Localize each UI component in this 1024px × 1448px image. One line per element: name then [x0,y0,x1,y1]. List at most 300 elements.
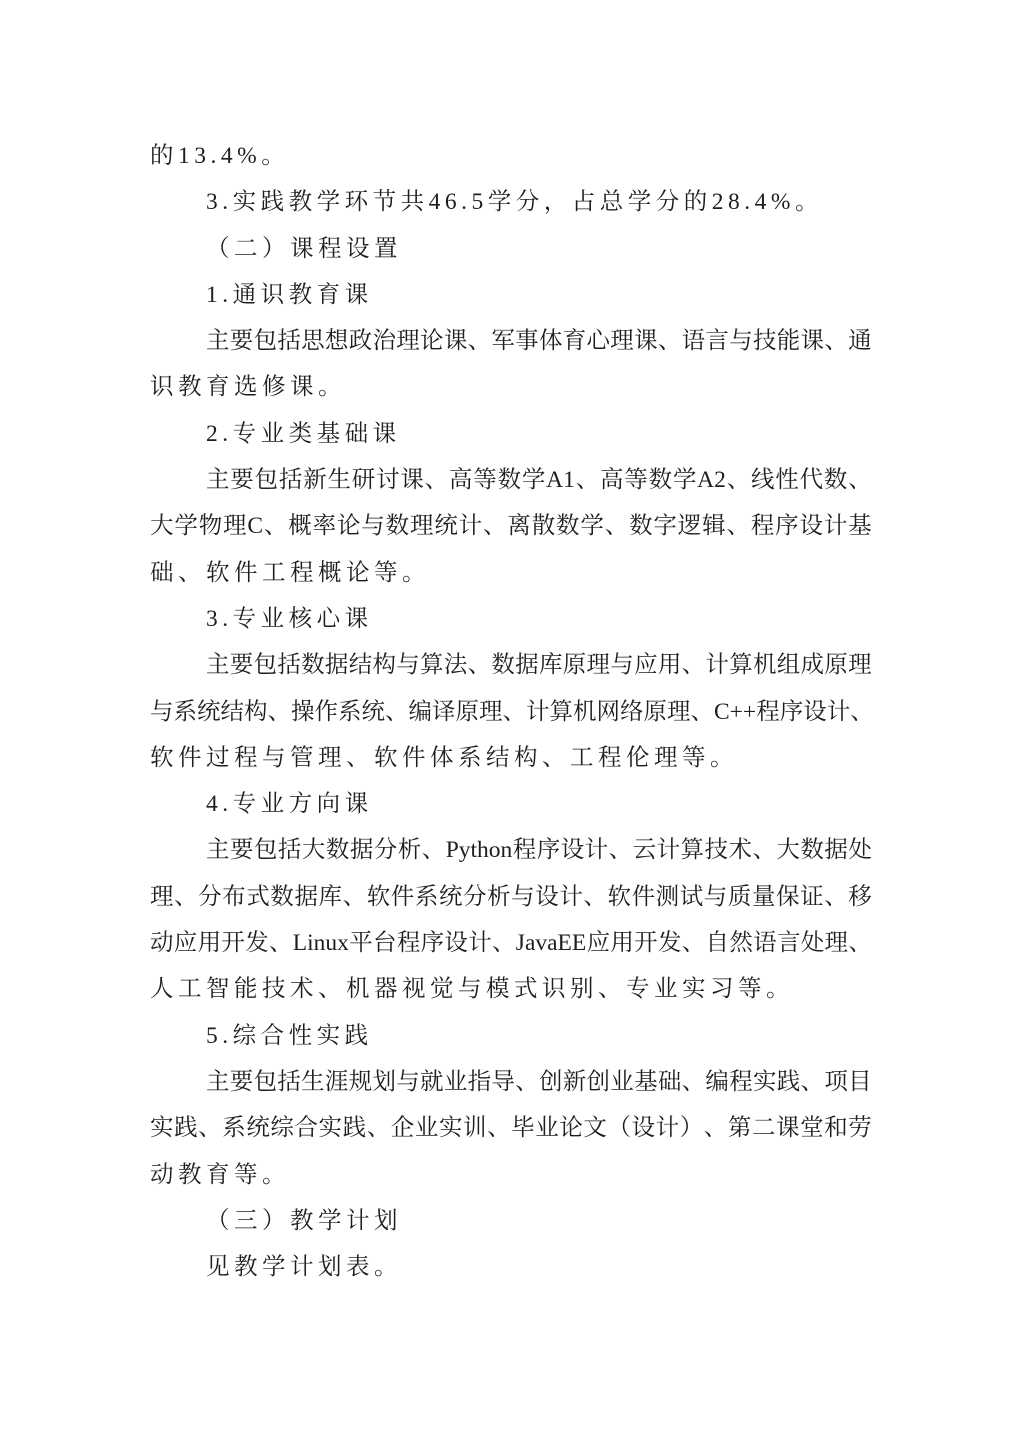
text-token: 数 [301,652,325,679]
text-token: 应 [586,930,611,957]
text-token: 技 [752,328,777,355]
text-token: 言 [776,930,801,957]
text-token: 业 [414,1115,439,1142]
text-line: 2.专业类基础课 [206,420,401,447]
text-token: 数 [270,883,294,910]
text-token: 学 [174,513,198,540]
text-token: 理 [848,652,872,679]
text-line: 础、软件工程概论等。 [150,559,430,586]
text-token: 据 [324,652,349,679]
text-token: 动 [150,930,174,957]
text-token: 分 [463,883,487,910]
text-token: 术 [728,837,752,864]
text-token: 设 [799,513,823,540]
text-token: 数 [800,837,824,864]
text-token: Linux [292,930,349,957]
text-token: 发 [657,930,682,957]
text-token: 践 [776,1068,801,1095]
text-line [150,318,872,364]
text-token: A1 [546,467,575,494]
text-token: 课 [634,328,658,355]
text-token: 应 [634,652,658,679]
text-token: 军 [491,328,515,355]
text-token: 项 [824,1068,848,1095]
text-token: 、 [424,467,449,494]
text-token: 据 [349,837,374,864]
text-token: 、 [848,467,872,494]
text-token: 、 [681,1068,706,1095]
text-token: 包 [253,328,278,355]
text-token: 系 [338,698,362,725]
text-token: 要 [229,328,254,355]
text-token: 、 [850,698,874,725]
text-token: 物 [198,513,223,540]
text-token: 政 [348,328,373,355]
text-token: 证 [800,883,824,910]
text-token: 操 [291,698,315,725]
text-token: 括 [278,467,303,494]
text-token: 与 [729,328,753,355]
text-token: 然 [729,930,753,957]
text-token: 创 [586,1068,610,1095]
text-token: 编 [705,1068,729,1095]
text-line [150,1105,872,1151]
text-token: 与 [396,652,420,679]
text-token: 、 [681,930,706,957]
text-token: 包 [253,652,278,679]
text-token: 高 [599,467,624,494]
text-token: 文 [583,1115,607,1142]
text-token: 原 [824,652,848,679]
para-comprehensive-practice-courses [150,1059,872,1198]
text-token: 序 [775,513,799,540]
text-token: 主 [206,652,230,679]
text-token: 线 [751,467,775,494]
text-token: 理 [667,698,691,725]
text-token: 性 [775,467,799,494]
text-token: 机 [573,698,597,725]
text-line: 软件过程与管理、软件体系结构、工程伦理等。 [150,744,738,771]
text-token: 理 [479,698,503,725]
text-token: 用 [610,930,634,957]
text-token: 数 [823,467,848,494]
text-token: 思 [301,328,325,355]
text-token: 育 [562,328,587,355]
text-token: 毕 [511,1115,535,1142]
text-token: 程 [512,837,537,864]
text-token: 、 [421,837,446,864]
text-token: 程 [750,513,775,540]
text-token: 软 [366,883,391,910]
text-token: C++ [714,698,757,725]
text-token: 新 [303,467,327,494]
text-token: 要 [229,652,254,679]
text-token: 应 [173,930,198,957]
text-token: 主 [206,467,230,494]
text-token: C [247,513,264,540]
text-line [150,920,872,966]
text-token: 组 [776,652,801,679]
document-text-block [150,133,872,1290]
text-token: 论 [420,328,444,355]
text-token: 开 [221,930,245,957]
text-token: 业 [535,1115,559,1142]
text-token: 、 [174,883,198,910]
text-token: 分 [373,837,398,864]
text-token: 业 [610,1068,634,1095]
text-token: 据 [824,837,848,864]
text-token: 与 [511,883,535,910]
text-token: 概 [288,513,312,540]
text-token: 库 [318,883,343,910]
heading-section-three-teaching-plan [150,1198,872,1244]
text-token: 主 [206,837,230,864]
text-token: 设 [560,837,585,864]
text-token: 统 [361,698,385,725]
text-token: 、 [848,930,872,957]
text-token: 、 [752,837,776,864]
para-major-direction-courses [150,827,872,1012]
text-token: 逻 [677,513,702,540]
text-token: 质 [727,883,752,910]
text-token: 堂 [800,1115,824,1142]
text-token: 原 [643,698,667,725]
text-token: 、 [342,883,367,910]
text-token: 论 [559,1115,583,1142]
text-token: 课 [400,467,424,494]
text-token: JavaEE [515,930,587,957]
text-token: 通 [848,328,872,355]
text-token: 序 [536,837,561,864]
text-token: 、 [690,698,714,725]
text-token: 系 [414,883,439,910]
text-line: 人工智能技术、机器视觉与模式识别、专业实习等。 [150,976,794,1003]
text-token: 、 [198,1115,222,1142]
text-token: 处 [848,837,872,864]
text-token: 结 [348,652,373,679]
text-token: 等 [473,467,497,494]
text-token: 实 [438,1115,463,1142]
text-token: 算 [729,652,753,679]
text-token: 构 [244,698,268,725]
text-token: 研 [351,467,376,494]
text-token: 、 [726,513,750,540]
text-token: 译 [432,698,456,725]
text-line [150,827,872,873]
text-token: 自 [705,930,730,957]
text-token: 字 [653,513,677,540]
text-token: 处 [800,930,825,957]
text-token: 与 [703,883,728,910]
text-token: 大 [150,513,174,540]
text-token: 结 [220,698,244,725]
text-token: 包 [254,467,279,494]
text-token: 计 [705,652,729,679]
text-token: 数 [491,652,515,679]
text-token: 、 [515,1068,539,1095]
text-token: 就 [420,1068,444,1095]
text-token: 据 [515,652,539,679]
text-token: 件 [390,883,415,910]
text-token: 讨 [376,467,400,494]
text-token: 布 [222,883,246,910]
text-token: 计 [584,837,609,864]
text-token: 络 [620,698,644,725]
heading-section-two-curriculum [150,226,872,272]
text-token: 算 [420,652,444,679]
text-token: 础 [657,1068,682,1095]
text-token: 想 [324,328,349,355]
text-token: 测 [655,883,680,910]
text-token: 合 [294,1115,318,1142]
text-token: 设 [444,930,468,957]
text-token: 库 [538,652,563,679]
text-token: 理 [586,652,610,679]
text-token: 原 [455,698,479,725]
text-token: 要 [229,837,254,864]
heading-1-general-education [150,272,872,318]
text-line [150,457,872,503]
heading-2-major-foundation [150,411,872,457]
text-token: 课 [800,328,825,355]
text-line: 的13.4%。 [150,143,290,169]
text-token: 指 [467,1068,492,1095]
text-token: 劳 [848,1115,872,1142]
text-token: 计 [823,513,848,540]
text-token: 系 [173,698,197,725]
text-line: 识教育选修课。 [150,374,346,401]
para-see-teaching-plan [150,1244,872,1290]
text-token: 率 [312,513,337,540]
text-token: 、 [800,1068,825,1095]
text-token: 、 [483,513,507,540]
text-token: 计 [526,698,550,725]
text-token: 、 [824,328,848,355]
text-token: 学 [580,513,604,540]
text-token: 课 [443,328,468,355]
text-token: 设 [803,698,827,725]
text-token: 、 [487,1115,511,1142]
para-major-core-courses [150,642,872,781]
text-token: 数 [556,513,580,540]
text-token: 离 [507,513,531,540]
text-token: 计 [458,513,483,540]
text-token: 法 [443,652,468,679]
text-token: 与 [396,1068,420,1095]
text-token: 计 [656,837,681,864]
text-token: 程 [729,1068,753,1095]
text-token: 理 [396,328,420,355]
text-token: 用 [657,652,682,679]
text-line: 1.通识教育课 [206,281,373,308]
text-token: 统 [246,1115,270,1142]
text-token: 发 [245,930,269,957]
text-token: 、 [575,467,600,494]
text-token: 理 [150,883,174,910]
text-token: 保 [776,883,800,910]
text-token: 实 [150,1115,174,1142]
text-token: 学 [672,467,697,494]
text-line [150,689,872,735]
text-token: 代 [799,467,824,494]
text-token: 能 [776,328,801,355]
text-token: 、 [492,930,516,957]
text-token: 事 [515,328,539,355]
text-token: 计 [559,883,583,910]
text-token: 计 [826,698,851,725]
text-token: 言 [705,328,729,355]
text-line: （三）教学计划 [206,1207,402,1234]
text-token: 数 [325,837,350,864]
text-token: 系 [222,1115,246,1142]
text-token: 、 [824,883,848,910]
text-token: 语 [753,930,777,957]
text-token: 业 [443,1068,468,1095]
text-token: ） [679,1115,704,1142]
text-token: 大 [301,837,326,864]
text-token: 括 [277,328,301,355]
text-line: 4.专业方向课 [206,791,373,818]
text-token: 程 [396,930,421,957]
text-token: 编 [408,698,432,725]
text-token: 平 [349,930,373,957]
text-token: 计 [468,930,492,957]
text-token: 开 [634,930,658,957]
heading-5-comprehensive-practice [150,1013,872,1059]
text-token: 统 [197,698,221,725]
text-token: 统 [434,513,458,540]
text-token: 序 [420,930,445,957]
text-token: Python [445,837,513,864]
text-token: 统 [438,883,463,910]
text-token: 、 [703,1115,728,1142]
text-token: 企 [390,1115,415,1142]
text-token: 试 [679,883,704,910]
text-token: 与 [361,513,385,540]
text-token: 理 [610,328,634,355]
text-token: 、 [385,698,409,725]
text-token: 等 [624,467,648,494]
text-token: 目 [848,1068,872,1095]
text-token: 、 [657,328,682,355]
text-token: 、 [467,652,492,679]
text-token: 划 [372,1068,396,1095]
text-token: 数 [629,513,653,540]
text-token: 原 [562,652,587,679]
text-token: 大 [776,837,800,864]
text-token: 治 [372,328,396,355]
text-token: 导 [491,1068,515,1095]
text-token: 创 [538,1068,563,1095]
text-token: 基 [634,1068,658,1095]
text-token: 式 [246,883,270,910]
text-token: 据 [294,883,318,910]
text-token: 包 [253,1068,278,1095]
text-token: 算 [549,698,573,725]
text-token: 基 [848,513,872,540]
text-token: 分 [198,883,222,910]
text-token: 二 [751,1115,776,1142]
text-token: 包 [253,837,278,864]
para-practical-teaching-credits [150,179,872,225]
text-token: 实 [752,1068,777,1095]
text-token: 践 [342,1115,367,1142]
text-token: 散 [531,513,556,540]
text-line: 见教学计划表。 [206,1254,402,1281]
text-line [150,874,872,920]
text-token: （ [607,1115,631,1142]
text-token: 计 [655,1115,680,1142]
text-token: 机 [752,652,777,679]
text-token: 括 [277,837,302,864]
text-token: 用 [197,930,222,957]
text-token: 数 [497,467,522,494]
text-token: 和 [824,1115,848,1142]
text-token: 理 [409,513,434,540]
text-token: 与 [610,652,634,679]
text-token: 主 [206,1068,230,1095]
text-token: 心 [586,328,610,355]
text-token: 、 [366,1115,391,1142]
text-token: 辑 [702,513,726,540]
text-token: 构 [372,652,396,679]
text-token: 技 [704,837,729,864]
text-token: A2 [697,467,726,494]
text-line: 3.实践教学环节共46.5学分，占总学分的28.4%。 [206,189,823,216]
text-token: 算 [680,837,705,864]
text-token: 成 [800,652,825,679]
text-token: 台 [373,930,397,957]
para-credit-percentage-tail [150,133,872,179]
text-token: 、 [608,837,633,864]
text-token: 生 [327,467,351,494]
text-token: 涯 [324,1068,349,1095]
text-line [150,503,872,549]
text-token: 括 [277,1068,301,1095]
text-token: 实 [318,1115,343,1142]
text-token: 主 [206,328,230,355]
text-token: 要 [229,1068,254,1095]
text-token: 、 [263,513,288,540]
text-token: 网 [596,698,620,725]
text-token: 、 [467,328,492,355]
text-token: 、 [502,698,526,725]
text-token: 、 [604,513,629,540]
text-line [150,1059,872,1105]
text-token: 、 [583,883,607,910]
text-token: 序 [779,698,804,725]
text-token: 程 [756,698,780,725]
text-token: 高 [448,467,473,494]
text-token: 析 [397,837,422,864]
text-token: 践 [174,1115,198,1142]
text-token: 综 [270,1115,294,1142]
text-token: 学 [521,467,546,494]
text-token: 括 [277,652,301,679]
text-line: 3.专业核心课 [206,605,373,632]
text-token: 要 [230,467,254,494]
text-token: 规 [348,1068,373,1095]
text-token: 数 [648,467,673,494]
text-token: 语 [681,328,706,355]
text-line: 5.综合性实践 [206,1022,373,1049]
text-token: 理 [824,930,849,957]
text-token: 设 [631,1115,656,1142]
text-token: 设 [535,883,559,910]
text-token: 析 [487,883,511,910]
para-general-education-courses [150,318,872,411]
text-token: 训 [463,1115,487,1142]
